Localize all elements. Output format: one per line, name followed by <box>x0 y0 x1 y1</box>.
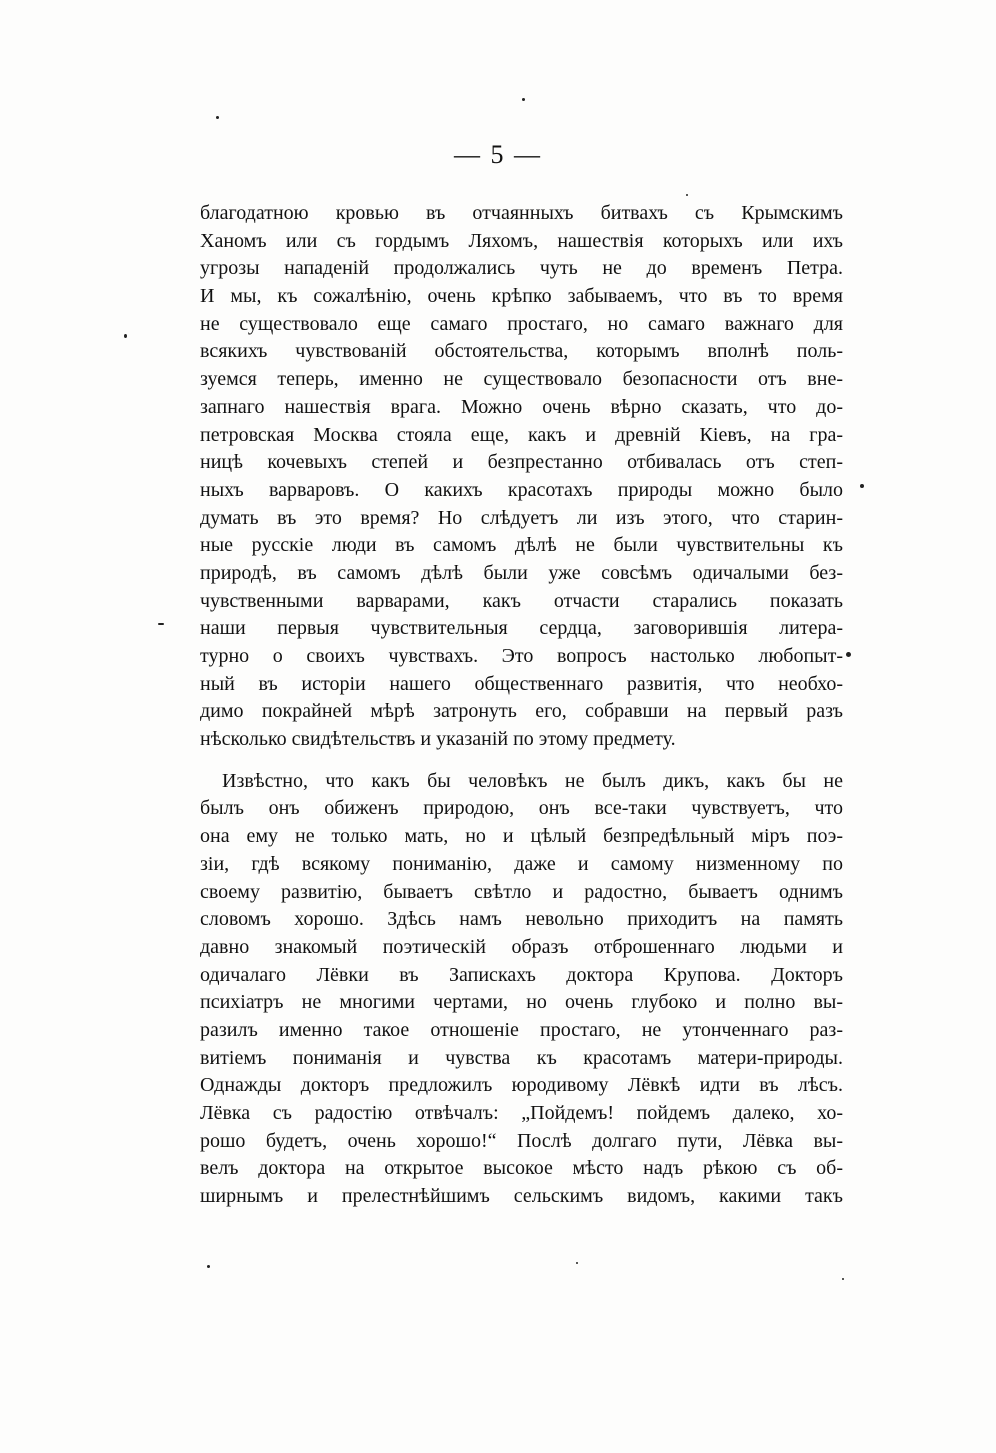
scan-speck <box>207 1265 210 1268</box>
text-line: словомъ хорошо. Здѣсь намъ невольно приходитъ на память <box>200 908 843 931</box>
text-line: зуемся теперь, именно не существовало безопасности отъ вне- <box>200 368 843 391</box>
paragraph-1 <box>200 200 843 754</box>
text-line: одичалаго Лёвки въ Запискахъ доктора Крупова. Докторъ <box>200 963 843 986</box>
text-line: ныхъ варваровъ. О какихъ красотахъ природы можно было <box>200 478 843 501</box>
text-line: она ему не только мать, но и цѣлый безпредѣльный міръ поэ- <box>200 825 843 848</box>
text-line: своему развитію, бываетъ свѣтло и радостно, бываетъ однимъ <box>200 880 843 903</box>
text-line: ный въ исторіи нашего общественнаго развитія, что необхо- <box>200 672 843 695</box>
text-line: природѣ, въ самомъ дѣлѣ были уже совсѣмъ одичалыми без- <box>200 561 843 584</box>
scan-speck <box>124 334 127 338</box>
scan-speck <box>846 652 851 657</box>
text-line: психіатръ не многими чертами, но очень глубоко и полно вы- <box>200 991 843 1014</box>
text-line: рошо будетъ, очень хорошо!“ Послѣ долгаго пути, Лёвка вы- <box>200 1129 843 1152</box>
text-line: всякихъ чувствованій обстоятельства, которымъ вполнѣ поль- <box>200 340 843 363</box>
scan-speck <box>522 98 525 101</box>
scan-speck <box>576 1262 578 1264</box>
text-line: разилъ именно такое отношеніе простаго, не утонченнаго раз- <box>200 1018 843 1041</box>
text-line: думать въ это время? Но слѣдуетъ ли изъ этого, что старин- <box>200 506 843 529</box>
text-line: витіемъ пониманія и чувства къ красотамъ матери-природы. <box>200 1046 843 1069</box>
text-line: Однажды докторъ предложилъ юродивому Лёвкѣ идти въ лѣсъ. <box>200 1074 843 1097</box>
page-number: — 5 — <box>454 140 542 169</box>
text-line: ширнымъ и прелестнѣйшимъ сельскимъ видомъ, какими такъ <box>200 1185 843 1208</box>
body-text <box>200 200 843 1211</box>
scan-speck <box>158 623 164 625</box>
scan-speck <box>216 116 219 119</box>
text-line: давно знакомый поэтическій образъ отброшеннаго людьми и <box>200 935 843 958</box>
text-line: не существовало еще самаго простаго, но самаго важнаго для <box>200 312 843 335</box>
text-line: наши первыя чувствительныя сердца, заговорившія литера- <box>200 617 843 640</box>
text-line: велъ доктора на открытое высокое мѣсто надъ рѣкою съ об- <box>200 1157 843 1180</box>
text-line: былъ онъ обиженъ природою, онъ все-таки чувствуетъ, что <box>200 797 843 820</box>
text-line: ные русскіе люди въ самомъ дѣлѣ не были чувствительны къ <box>200 534 843 557</box>
text-line: И мы, къ сожалѣнію, очень крѣпко забываемъ, что въ то время <box>200 285 843 308</box>
text-line: зіи, гдѣ всякому пониманію, даже и самому низменному по <box>200 852 843 875</box>
text-line: ницѣ кочевыхъ степей и безпрестанно отбивалась отъ степ- <box>200 451 843 474</box>
scan-speck <box>686 194 688 196</box>
text-line: Лёвка съ радостію отвѣчалъ: „Пойдемъ! пойдемъ далеко, хо- <box>200 1102 843 1124</box>
text-line: димо покрайней мѣрѣ затронуть его, собравши на первый разъ <box>200 700 843 723</box>
scan-speck <box>842 1278 844 1280</box>
text-line: чувственными варварами, какъ отчасти старались показать <box>200 589 843 612</box>
text-line: турно о своихъ чувствахъ. Это вопросъ настолько любопыт- <box>200 645 843 667</box>
text-line: Ханомъ или съ гордымъ Ляхомъ, нашествія которыхъ или ихъ <box>200 229 843 252</box>
text-line: петровская Москва стояла еще, какъ и древній Кіевъ, на гра- <box>200 423 843 446</box>
paragraph-2 <box>200 768 843 1211</box>
text-line: благодатною кровью въ отчаянныхъ битвахъ съ Крымскимъ <box>200 202 843 224</box>
text-line: Извѣстно, что какъ бы человѣкъ не былъ дикъ, какъ бы не <box>222 769 843 792</box>
scan-speck <box>860 484 864 488</box>
text-line: запнаго нашествія врага. Можно очень вѣрно сказать, что до- <box>200 395 843 418</box>
text-line: угрозы нападеній продолжались чуть не до временъ Петра. <box>200 257 843 280</box>
paragraph-gap <box>200 754 843 768</box>
text-line: нѣсколько свидѣтельствъ и указаній по этому предмету. <box>200 728 676 751</box>
